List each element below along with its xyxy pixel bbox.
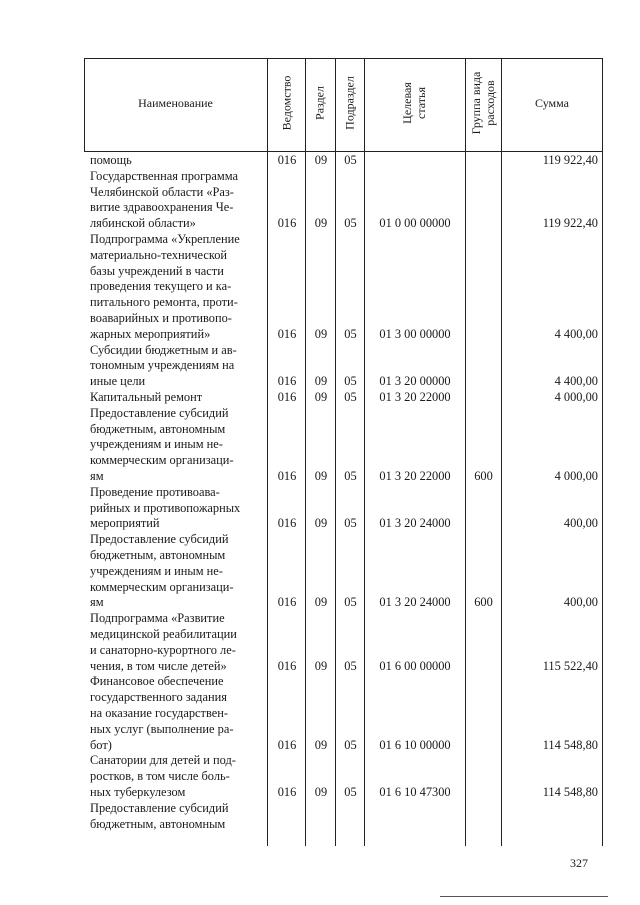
row-name-line: ям [90,595,104,610]
cell-podrazdel: 05 [344,153,357,167]
row-name-line: тономным учреждениям на [90,358,235,373]
cell-vedomstvo: 016 [277,374,297,389]
cell-celevaya-statya: 01 3 20 22000 [379,390,451,404]
cell-razdel: 09 [314,216,328,231]
table-top-border [84,58,603,59]
cell-summa: 114 548,80 [542,737,598,752]
row-name [90,801,264,833]
cell-razdel: 09 [314,153,328,167]
row-name-line: Челябинской области «Раз- [90,184,234,199]
col-sep-1 [267,58,268,846]
row-name [90,406,264,485]
cell-vedomstvo: 016 [277,658,297,673]
col-sep-3 [335,58,336,846]
col-sep-2 [305,58,306,846]
header-right-border [602,58,603,152]
row-name-line: ных услуг (выполнение ра- [90,721,234,736]
cell-razdel: 09 [314,785,328,799]
cell-vedomstvo: 016 [277,595,297,610]
cell-podrazdel: 05 [344,516,357,531]
cell-podrazdel: 05 [344,374,357,389]
row-name [90,674,264,753]
row-name-line: воаварийных и противопо- [90,310,232,325]
row-name [90,232,264,343]
cell-razdel: 09 [314,390,328,404]
row-name-line: мероприятий [90,516,160,531]
row-name [90,390,264,406]
row-name-line: учреждениям и иным не- [90,437,223,452]
row-name-line: ных туберкулезом [90,784,186,799]
cell-vedomstvo: 016 [277,737,297,752]
cell-razdel: 09 [314,326,328,341]
row-name-line: ям [90,468,104,483]
cell-celevaya-statya: 01 3 20 00000 [379,374,451,389]
row-name-line: питального ремонта, проти- [90,295,238,310]
row-name-line: помощь [90,153,132,167]
cell-celevaya-statya: 01 6 10 00000 [379,737,451,752]
header-podrazdel: Подраздел [342,76,357,130]
cell-summa: 4 000,00 [554,390,598,404]
row-name-line: жарных мероприятий» [90,326,211,341]
cell-celevaya-statya: 01 0 00 00000 [379,216,451,231]
cell-summa: 114 548,80 [542,785,598,799]
header-bottom-border [84,151,603,152]
cell-gruppa-vida: 600 [474,469,493,483]
col-sep-6 [501,58,502,846]
row-name [90,485,264,532]
header-vedomstvo: Ведомство [279,75,294,131]
cell-podrazdel: 05 [344,658,357,673]
cell-podrazdel: 05 [344,469,357,483]
row-name-line: базы учреждений в части [90,263,224,278]
cell-razdel: 09 [314,737,328,752]
row-name [90,611,264,674]
cell-celevaya-statya: 01 3 00 00000 [379,326,451,341]
row-name-line: коммерческим организаци- [90,453,234,468]
row-name-line: Санатории для детей и под- [90,753,236,768]
row-name [90,532,264,611]
cell-summa: 400,00 [563,516,598,531]
row-name-line: витие здравоохранения Че- [90,200,234,215]
row-name-line: бюджетным, автономным [90,421,226,436]
cell-celevaya-statya: 01 6 10 47300 [379,785,451,799]
row-name [90,169,264,232]
row-name-line: рийных и противопожарных [90,500,241,515]
row-name-line: учреждениям и иным не- [90,563,223,578]
row-name-line: Подпрограмма «Укрепление [90,232,240,246]
cell-gruppa-vida: 600 [474,595,493,610]
row-name-line: Субсидии бюджетным и ав- [90,342,237,357]
row-name-line: коммерческим организаци- [90,579,234,594]
cell-podrazdel: 05 [344,216,357,231]
row-name-line: лябинской области» [90,216,196,231]
header-razdel: Раздел [312,86,327,120]
row-name-line: ростков, в том числе боль- [90,769,230,784]
cell-summa: 4 000,00 [554,469,598,483]
cell-celevaya-statya: 01 3 20 24000 [379,595,451,610]
row-name-line: и санаторно-курортного ле- [90,642,236,657]
row-name-line: проведения текущего и ка- [90,279,232,294]
cell-vedomstvo: 016 [277,216,297,231]
header-gruppa: Группа вида расходов [469,71,497,135]
cell-celevaya-statya: 01 6 00 00000 [379,658,451,673]
cell-vedomstvo: 016 [277,469,297,483]
cell-summa: 119 922,40 [542,153,598,167]
cell-summa: 4 400,00 [554,374,598,389]
cell-podrazdel: 05 [344,737,357,752]
col-sep-5 [465,58,466,846]
row-name-line: Подпрограмма «Развитие [90,611,225,626]
cell-razdel: 09 [314,595,328,610]
row-name [90,343,264,390]
row-name-line: Предоставление субсидий [90,800,229,815]
cell-podrazdel: 05 [344,326,357,341]
row-name-line: Финансовое обеспечение [90,674,224,689]
header-name: Наименование [138,96,213,110]
cell-vedomstvo: 016 [277,785,297,799]
row-name-line: Капитальный ремонт [90,390,203,404]
footer-rule [440,896,608,897]
cell-razdel: 09 [314,469,328,483]
cell-razdel: 09 [314,658,328,673]
row-name-line: государственного задания [90,690,227,705]
col-sep-4 [364,58,365,846]
cell-razdel: 09 [314,516,328,531]
table-right-border [602,151,603,846]
row-name [90,153,264,169]
cell-celevaya-statya: 01 3 20 24000 [379,516,451,531]
row-name-line: Предоставление субсидий [90,532,229,547]
cell-vedomstvo: 016 [277,326,297,341]
row-name-line: бюджетным, автономным [90,816,226,831]
row-name-line: чения, в том числе детей» [90,658,227,673]
cell-vedomstvo: 016 [277,516,297,531]
row-name-line: медицинской реабилитации [90,626,237,641]
cell-vedomstvo: 016 [277,153,297,167]
row-name-line: бот) [90,737,112,752]
cell-summa: 115 522,40 [542,658,598,673]
header-summa: Сумма [535,96,569,110]
cell-podrazdel: 05 [344,390,357,404]
cell-podrazdel: 05 [344,595,357,610]
cell-summa: 400,00 [563,595,598,610]
row-name-line: бюджетным, автономным [90,547,226,562]
row-name-line: иные цели [90,374,146,389]
page-number: 327 [570,856,588,870]
cell-summa: 119 922,40 [542,216,598,231]
cell-summa: 4 400,00 [554,326,598,341]
cell-podrazdel: 05 [344,785,357,799]
row-name-line: Проведение противоава- [90,484,220,499]
row-name-line: Государственная программа [90,168,238,183]
row-name [90,753,264,800]
cell-razdel: 09 [314,374,328,389]
cell-celevaya-statya: 01 3 20 22000 [379,469,451,483]
row-name-line: материально-технической [90,247,228,262]
row-name-line: на оказание государствен- [90,705,228,720]
cell-vedomstvo: 016 [277,390,297,404]
header-celevaya: Целевая статья [400,82,428,124]
row-name-line: Предоставление субсидий [90,405,229,420]
